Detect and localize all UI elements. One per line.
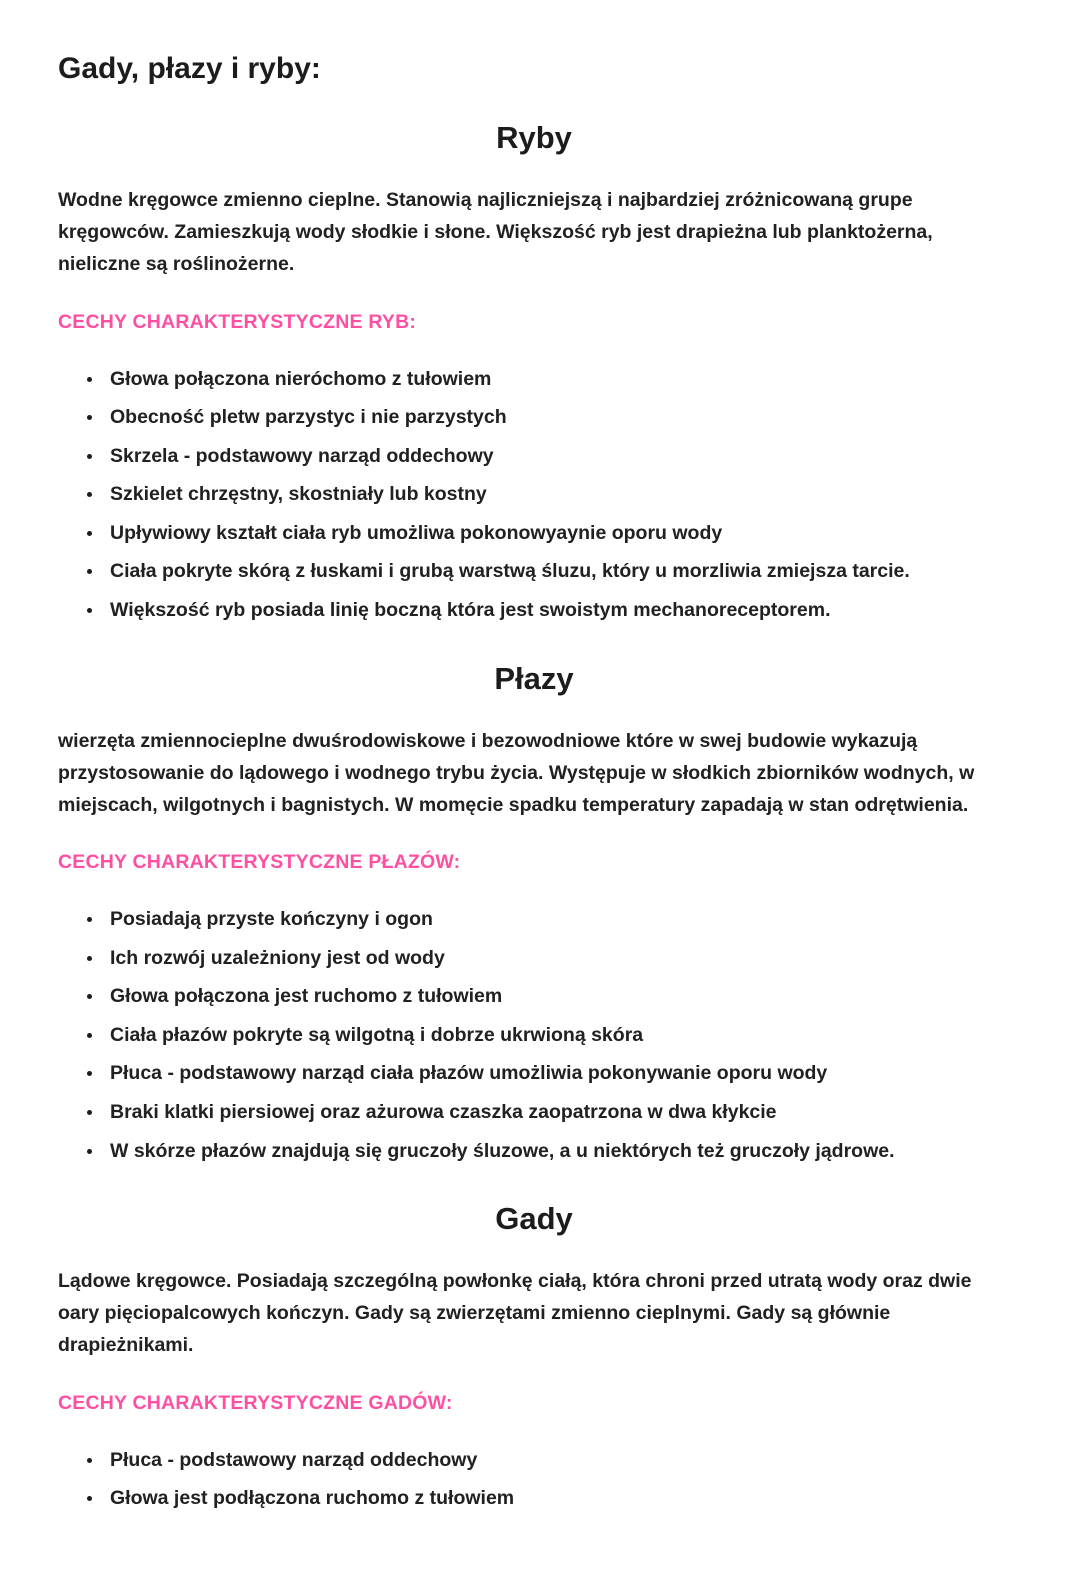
section-plazy (58, 661, 1010, 1168)
bullet-item: • Głowa połączona jest ruchomo z tułowiem (104, 981, 1010, 1013)
bullet-item: • Głowa połączona nieróchomo z tułowiem (104, 364, 1010, 396)
section-heading-ryby: Ryby (496, 120, 572, 155)
section-intro-gady: Lądowe kręgowce. Posiadają szczególną powłonkę ciałą, która chroni przed utratą wody oraz dwie oary pięciopalcowych kończyn. Gady są zwierzętami zmienno cieplnymi. Gady są głównie drapieżnikami. (58, 1270, 972, 1357)
section-ryby (58, 120, 1010, 627)
bullet-item: • Głowa jest podłączona ruchomo z tułowiem (104, 1483, 1010, 1515)
bullet-item: • Szkielet chrzęstny, skostniały lub kostny (104, 479, 1010, 511)
section-subheading-gady: CECHY CHARAKTERYSTYCZNE GADÓW: (58, 1391, 453, 1414)
bullet-item: • Upływiowy kształt ciała ryb umożliwa pokonowyaynie oporu wody (104, 518, 1010, 550)
bullet-list-gady (58, 1445, 1010, 1515)
bullet-item: • Braki klatki piersiowej oraz ażurowa czaszka zaopatrzona w dwa kłykcie (104, 1097, 1010, 1129)
bullet-item: • Ciała pokryte skórą z łuskami i grubą warstwą śluzu, który u morzliwia zmiejsza tarcie. (104, 556, 1010, 588)
section-intro-ryby: Wodne kręgowce zmienno cieplne. Stanowią najliczniejszą i najbardziej zróżnicowaną grupe kręgowców. Zamieszkują wody słodkie i słone. Większość ryb jest drapieżna lub planktożerna, nieliczne są roślinożerne. (58, 189, 933, 276)
bullet-item: • Skrzela - podstawowy narząd oddechowy (104, 441, 1010, 473)
bullet-item: • Posiadają przyste kończyny i ogon (104, 904, 1010, 936)
section-subheading-plazy: CECHY CHARAKTERYSTYCZNE PŁAZÓW: (58, 851, 461, 874)
section-gady (58, 1201, 1010, 1515)
bullet-item: • Płuca - podstawowy narząd oddechowy (104, 1445, 1010, 1477)
bullet-list-ryby (58, 364, 1010, 627)
bullet-item: • Płuca - podstawowy narząd ciała płazów umożliwia pokonywanie oporu wody (104, 1058, 1010, 1090)
bullet-item: • Ich rozwój uzależniony jest od wody (104, 943, 1010, 975)
bullet-item: • Ciała płazów pokryte są wilgotną i dobrze ukrwioną skóra (104, 1020, 1010, 1052)
bullet-item: • Obecność pletw parzystyc i nie parzystych (104, 402, 1010, 434)
bullet-item: • Większość ryb posiada linię boczną która jest swoistym mechanoreceptorem. (104, 595, 1010, 627)
bullet-list-plazy (58, 904, 1010, 1167)
document-title: Gady, płazy i ryby: (58, 52, 321, 85)
bullet-item: • W skórze płazów znajdują się gruczoły śluzowe, a u niektórych też gruczoły jądrowe. (104, 1136, 1010, 1168)
section-subheading-ryby: CECHY CHARAKTERYSTYCZNE RYB: (58, 310, 417, 333)
section-heading-gady: Gady (495, 1201, 573, 1237)
section-intro-plazy: wierzęta zmiennocieplne dwuśrodowiskowe i bezowodniowe które w swej budowie wykazują przystosowanie do lądowego i wodnego trybu życia. Występuje w słodkich zbiorników wodnych, w miejscach, wilgotnych i bagnistych. W momęcie spadku temperatury zapadają w stan odrętwienia. (58, 729, 975, 816)
section-heading-plazy: Płazy (494, 660, 574, 696)
